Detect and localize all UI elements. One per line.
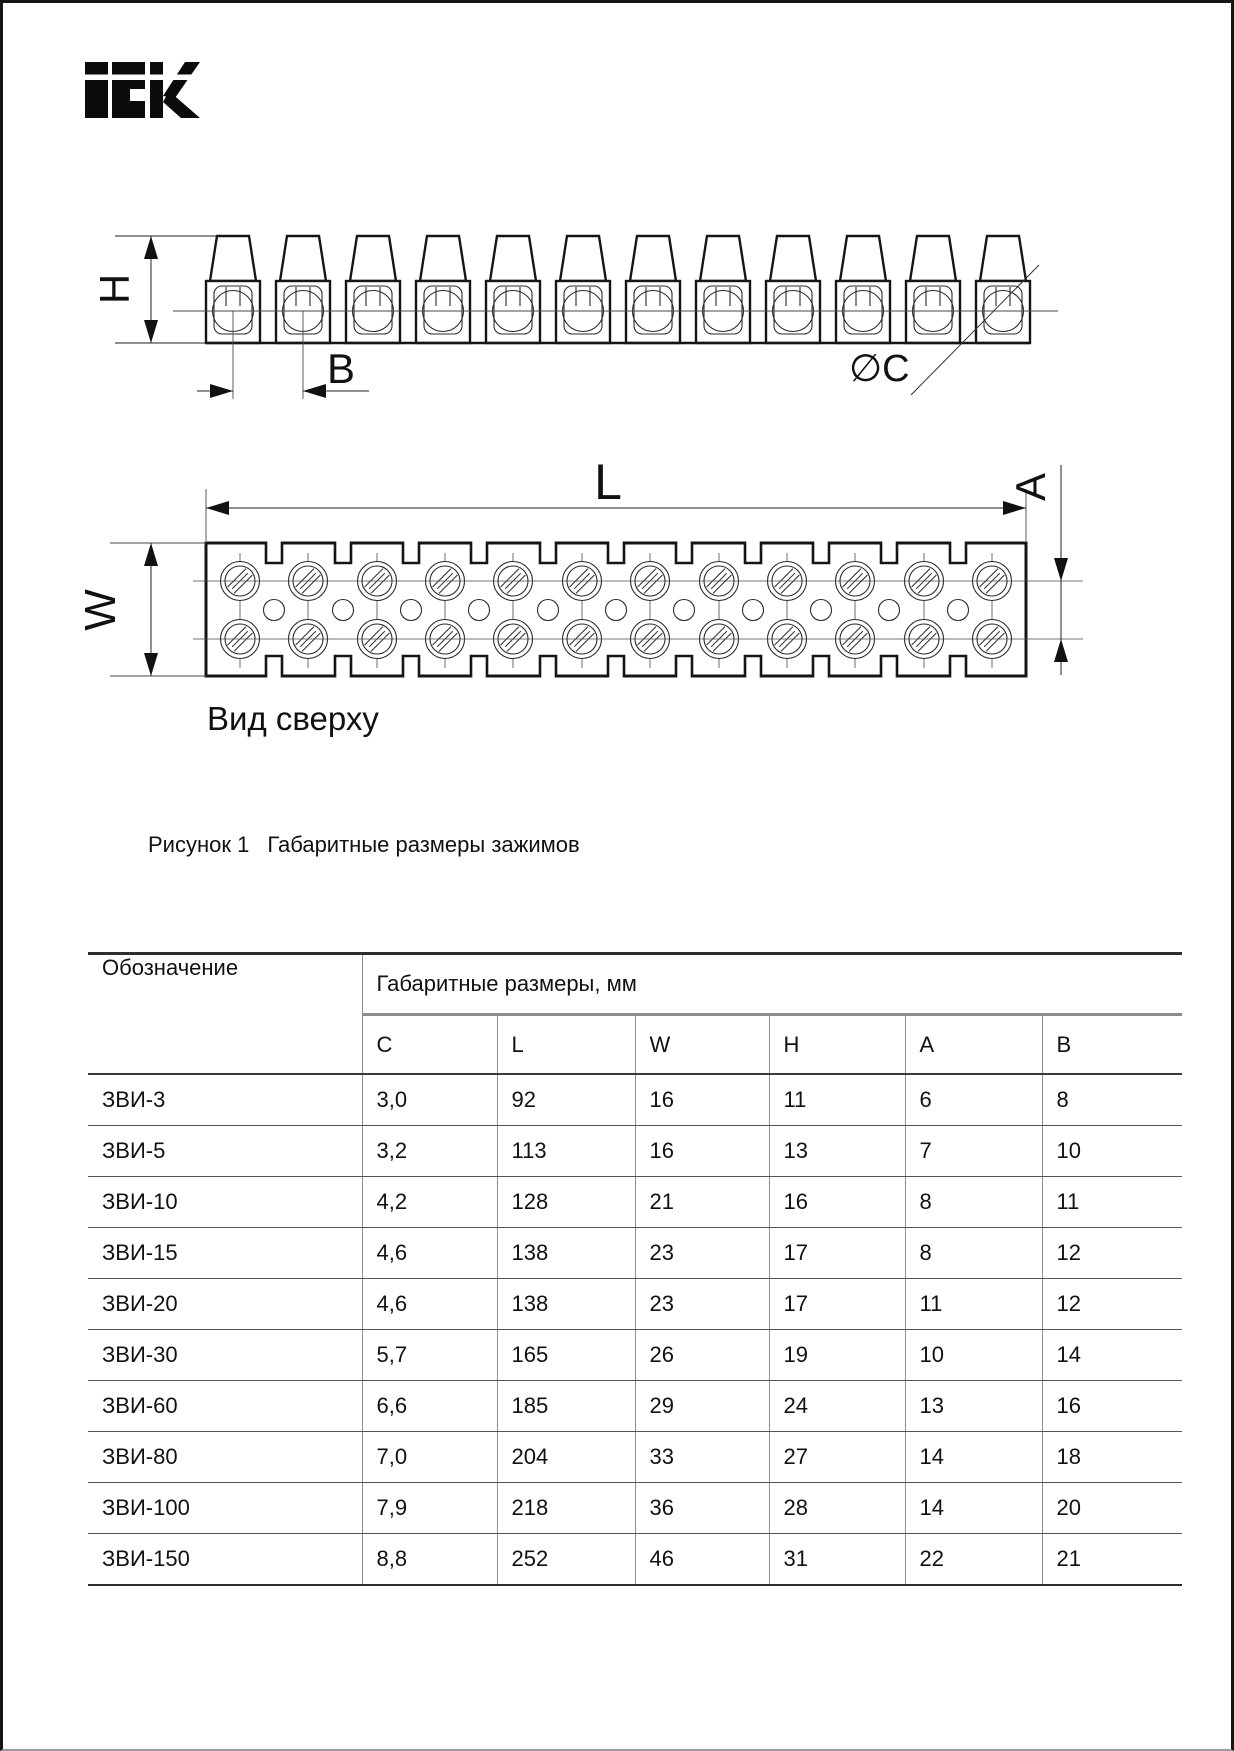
column-header-l: L bbox=[497, 1015, 635, 1075]
cell-c: 4,6 bbox=[362, 1228, 497, 1279]
cell-c: 4,6 bbox=[362, 1279, 497, 1330]
cell-h: 11 bbox=[769, 1074, 905, 1126]
row-designation: ЗВИ-30 bbox=[88, 1330, 362, 1381]
dimension-label-b: B bbox=[327, 345, 356, 392]
dimension-label-w: W bbox=[76, 589, 125, 631]
table-row bbox=[88, 1177, 1182, 1228]
cell-w: 16 bbox=[635, 1074, 769, 1126]
cell-w: 23 bbox=[635, 1228, 769, 1279]
table-row bbox=[88, 1074, 1182, 1126]
dimension-label-c: ∅C bbox=[849, 348, 910, 390]
cell-c: 8,8 bbox=[362, 1534, 497, 1586]
cell-b: 8 bbox=[1042, 1074, 1182, 1126]
figure-title: Габаритные размеры зажимов bbox=[267, 832, 580, 857]
cell-h: 13 bbox=[769, 1126, 905, 1177]
segment-notch bbox=[401, 542, 422, 678]
column-header-designation: Обозначение bbox=[88, 954, 362, 1075]
column-header-a: A bbox=[905, 1015, 1042, 1075]
row-designation: ЗВИ-60 bbox=[88, 1381, 362, 1432]
segment-notch bbox=[674, 542, 695, 678]
cell-h: 27 bbox=[769, 1432, 905, 1483]
cell-b: 20 bbox=[1042, 1483, 1182, 1534]
table-row bbox=[88, 1279, 1182, 1330]
cell-w: 21 bbox=[635, 1177, 769, 1228]
table-row bbox=[88, 1381, 1182, 1432]
table-row bbox=[88, 1483, 1182, 1534]
cell-a: 7 bbox=[905, 1126, 1042, 1177]
cell-a: 6 bbox=[905, 1074, 1042, 1126]
cell-c: 3,0 bbox=[362, 1074, 497, 1126]
column-header-w: W bbox=[635, 1015, 769, 1075]
dimensions-table bbox=[88, 952, 1182, 1586]
terminal-block bbox=[416, 236, 470, 343]
cell-a: 22 bbox=[905, 1534, 1042, 1586]
cell-l: 165 bbox=[497, 1330, 635, 1381]
dimension-label-h: H bbox=[91, 273, 138, 305]
terminal-block bbox=[766, 236, 820, 343]
cell-w: 46 bbox=[635, 1534, 769, 1586]
cell-c: 6,6 bbox=[362, 1381, 497, 1432]
cell-l: 138 bbox=[497, 1279, 635, 1330]
cell-b: 12 bbox=[1042, 1228, 1182, 1279]
cell-w: 26 bbox=[635, 1330, 769, 1381]
row-designation: ЗВИ-15 bbox=[88, 1228, 362, 1279]
column-header-b: B bbox=[1042, 1015, 1182, 1075]
column-header-h: H bbox=[769, 1015, 905, 1075]
side-view-drawing bbox=[3, 173, 1234, 423]
row-designation: ЗВИ-80 bbox=[88, 1432, 362, 1483]
segment-notch bbox=[811, 542, 832, 678]
cell-a: 13 bbox=[905, 1381, 1042, 1432]
table-row bbox=[88, 1126, 1182, 1177]
table-row bbox=[88, 1228, 1182, 1279]
figure-number: Рисунок 1 bbox=[148, 832, 250, 857]
terminal-block bbox=[906, 236, 960, 343]
top-view-drawing bbox=[3, 423, 1234, 763]
table-row bbox=[88, 1534, 1182, 1586]
figure-caption bbox=[148, 833, 580, 857]
terminal-block bbox=[836, 236, 890, 343]
cell-a: 11 bbox=[905, 1279, 1042, 1330]
dimensions-table-wrapper bbox=[88, 952, 1182, 1586]
segment-notch bbox=[333, 542, 354, 678]
cell-a: 14 bbox=[905, 1432, 1042, 1483]
row-designation: ЗВИ-5 bbox=[88, 1126, 362, 1177]
cell-h: 24 bbox=[769, 1381, 905, 1432]
row-designation: ЗВИ-3 bbox=[88, 1074, 362, 1126]
cell-l: 128 bbox=[497, 1177, 635, 1228]
terminal-block bbox=[976, 236, 1030, 343]
terminal-block bbox=[486, 236, 540, 343]
cell-b: 14 bbox=[1042, 1330, 1182, 1381]
segment-notch bbox=[948, 542, 969, 678]
cell-w: 16 bbox=[635, 1126, 769, 1177]
row-designation: ЗВИ-10 bbox=[88, 1177, 362, 1228]
cell-b: 16 bbox=[1042, 1381, 1182, 1432]
row-designation: ЗВИ-150 bbox=[88, 1534, 362, 1586]
column-header-group: Габаритные размеры, мм bbox=[362, 954, 1182, 1015]
table-header-row bbox=[88, 954, 1182, 1015]
column-header-c: C bbox=[362, 1015, 497, 1075]
cell-w: 29 bbox=[635, 1381, 769, 1432]
cell-h: 31 bbox=[769, 1534, 905, 1586]
cell-c: 7,9 bbox=[362, 1483, 497, 1534]
cell-c: 7,0 bbox=[362, 1432, 497, 1483]
cell-l: 92 bbox=[497, 1074, 635, 1126]
cell-l: 113 bbox=[497, 1126, 635, 1177]
cell-a: 10 bbox=[905, 1330, 1042, 1381]
view-caption: Вид сверху bbox=[207, 700, 379, 737]
table-row bbox=[88, 1330, 1182, 1381]
segment-notch bbox=[538, 542, 559, 678]
cell-l: 218 bbox=[497, 1483, 635, 1534]
cell-b: 10 bbox=[1042, 1126, 1182, 1177]
cell-w: 36 bbox=[635, 1483, 769, 1534]
cell-b: 12 bbox=[1042, 1279, 1182, 1330]
segment-notch bbox=[606, 542, 627, 678]
segment-notch bbox=[469, 542, 490, 678]
segment-notch bbox=[264, 542, 285, 678]
segment-notch bbox=[743, 542, 764, 678]
dimension-label-a: A bbox=[1007, 472, 1054, 502]
cell-c: 3,2 bbox=[362, 1126, 497, 1177]
cell-b: 21 bbox=[1042, 1534, 1182, 1586]
cell-h: 17 bbox=[769, 1279, 905, 1330]
cell-h: 28 bbox=[769, 1483, 905, 1534]
cell-l: 138 bbox=[497, 1228, 635, 1279]
segment-notch bbox=[879, 542, 900, 678]
cell-w: 33 bbox=[635, 1432, 769, 1483]
cell-l: 185 bbox=[497, 1381, 635, 1432]
terminal-block bbox=[626, 236, 680, 343]
cell-c: 5,7 bbox=[362, 1330, 497, 1381]
cell-a: 8 bbox=[905, 1228, 1042, 1279]
table-row bbox=[88, 1432, 1182, 1483]
cell-w: 23 bbox=[635, 1279, 769, 1330]
cell-h: 19 bbox=[769, 1330, 905, 1381]
cell-a: 14 bbox=[905, 1483, 1042, 1534]
terminal-block bbox=[696, 236, 750, 343]
terminal-block bbox=[346, 236, 400, 343]
cell-h: 16 bbox=[769, 1177, 905, 1228]
cell-a: 8 bbox=[905, 1177, 1042, 1228]
cell-b: 18 bbox=[1042, 1432, 1182, 1483]
cell-c: 4,2 bbox=[362, 1177, 497, 1228]
cell-b: 11 bbox=[1042, 1177, 1182, 1228]
cell-l: 252 bbox=[497, 1534, 635, 1586]
cell-l: 204 bbox=[497, 1432, 635, 1483]
cell-h: 17 bbox=[769, 1228, 905, 1279]
row-designation: ЗВИ-100 bbox=[88, 1483, 362, 1534]
terminal-block bbox=[556, 236, 610, 343]
dimension-a bbox=[1054, 465, 1068, 675]
iek-logo bbox=[73, 53, 233, 133]
dimension-label-l: L bbox=[594, 454, 622, 510]
row-designation: ЗВИ-20 bbox=[88, 1279, 362, 1330]
